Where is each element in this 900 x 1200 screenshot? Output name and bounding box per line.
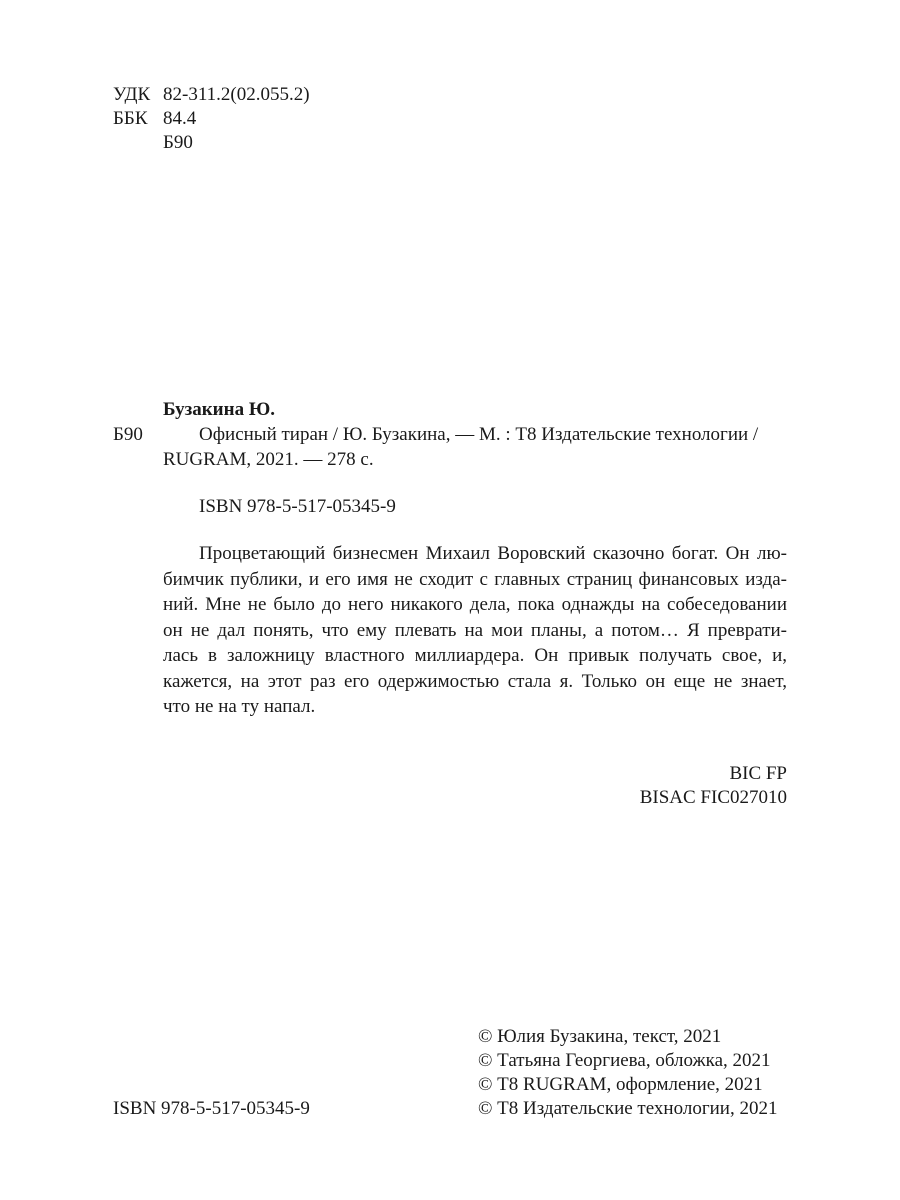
annotation-line: лась в заложницу властного миллиардера. Он привык получать свое, и, — [163, 645, 787, 666]
entry-isbn: ISBN 978-5-517-05345-9 — [199, 496, 396, 517]
entry-code: Б90 — [113, 424, 143, 445]
copyright-line: © Юлия Бузакина, текст, 2021 — [478, 1026, 722, 1047]
annotation-line: он не дал понять, что ему плевать на мои планы, а потом… Я преврати- — [163, 619, 787, 641]
annotation-paragraph — [163, 541, 787, 720]
copyright-line: © Татьяна Георгиева, обложка, 2021 — [478, 1050, 771, 1071]
annotation-line: бимчик публики, и его имя не сходит с главных страниц финансовых изда- — [163, 568, 787, 590]
copyright-line: © Т8 RUGRAM, оформление, 2021 — [478, 1074, 763, 1095]
annotation-line: кажется, на этот раз его одержимостью стала я. Только он еще не знает, — [163, 670, 787, 692]
bisac-code: BISAC FIC027010 — [639, 787, 787, 808]
annotation-line: что не на ту напал. — [163, 696, 316, 717]
udk-value: 82-311.2(02.055.2) — [163, 84, 310, 105]
bbk-label: ББК — [113, 108, 148, 129]
entry-author: Бузакина Ю. — [163, 399, 275, 420]
entry-title-line-1: Офисный тиран / Ю. Бузакина, — М. : Т8 Издательские технологии / — [199, 424, 759, 445]
annotation-line: ний. Мне не было до него никакого дела, пока однажды на собеседовании — [163, 594, 787, 615]
copyright-line: © Т8 Издательские технологии, 2021 — [478, 1098, 778, 1119]
annotation-line: Процветающий бизнесмен Михаил Воровский сказочно богат. Он лю- — [199, 543, 787, 564]
author-mark-value: Б90 — [163, 132, 193, 153]
bbk-value: 84.4 — [163, 108, 197, 129]
entry-title-line-2: RUGRAM, 2021. — 278 с. — [163, 449, 374, 470]
isbn-footer: ISBN 978-5-517-05345-9 — [113, 1098, 310, 1119]
udk-label: УДК — [113, 84, 151, 105]
bic-code: BIC FP — [729, 763, 787, 784]
